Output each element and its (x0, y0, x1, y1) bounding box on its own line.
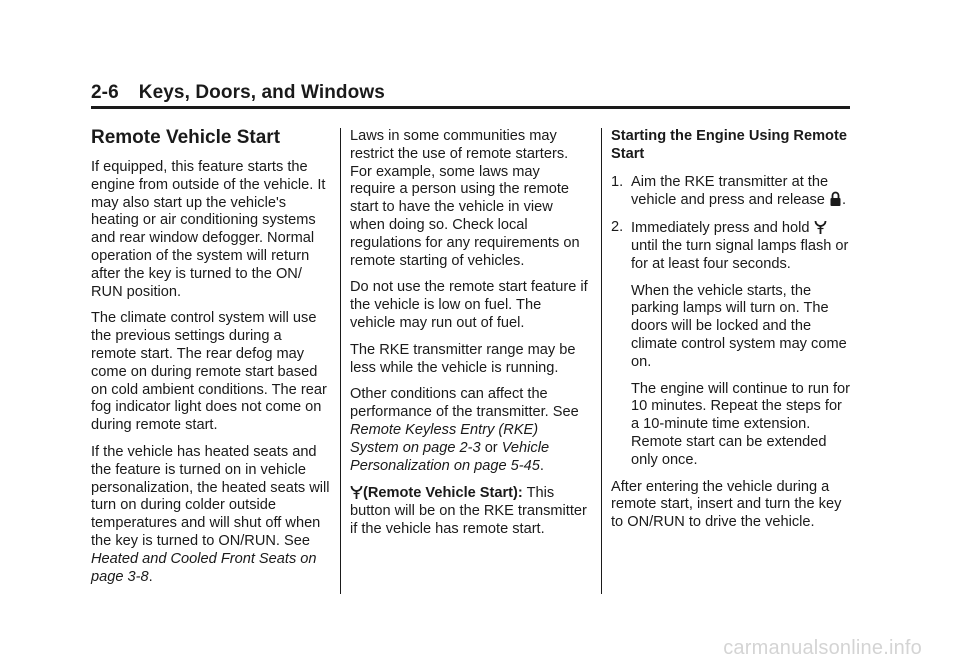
step-2: 2. Immediately press and hold until the turn signal lamps flash or for at least four seconds. (611, 219, 849, 272)
paragraph: When the vehicle starts, the parking lamps will turn on. The doors will be locked and the climate control system may come on. (631, 282, 847, 370)
paragraph: The climate control system will use the previous settings during a remote start. The rear defog may come on during remote start based on cold ambient conditions. The rear fog indicator light does not come on during remote start. (91, 310, 327, 434)
paragraph: After entering the vehicle during a remote start, insert and turn the key to ON/RUN to drive the vehicle. (611, 478, 842, 531)
chapter-title: Keys, Doors, and Windows (138, 82, 385, 103)
column-1 (91, 127, 331, 595)
paragraph: Other conditions can affect the performance of the transmitter. See Remote Keyless Entry (RKE) System on page 2-3 or Vehicle Personalization on page 5-45. (350, 386, 579, 474)
paragraph: If equipped, this feature starts the engine from outside of the vehicle. It may also start up the vehicle's heating or air conditioning systems and rear window defogger. Normal operation of the system will return after the key is turned to the ON/ RUN position. (91, 159, 326, 300)
paragraph: If the vehicle has heated seats and the feature is turned on in vehicle personalization, the heated seats will turn on during colder outside temperatures and will shut off when the key is turned to ON/RUN. See Heated and Cooled Front Seats on page 3-8. (91, 443, 330, 585)
watermark: carmanualsonline.info (723, 637, 922, 659)
page-number: 2-6 (91, 82, 119, 103)
remote-start-icon (814, 219, 827, 235)
page-header (91, 80, 850, 109)
column-divider (601, 128, 602, 594)
cross-reference-link[interactable]: Vehicle Personalization on page 5-45 (350, 439, 550, 474)
step-1: 1. Aim the RKE transmitter at the vehicle and press and release . (611, 173, 847, 209)
paragraph: (Remote Vehicle Start): This button will be on the RKE transmitter if the vehicle has remote start. (350, 485, 587, 537)
remote-start-icon (350, 484, 363, 500)
cross-reference-link[interactable]: Remote Keyless Entry (RKE) System on page 2-3 (350, 421, 539, 456)
subheading: Starting the Engine Using Remote Start (611, 128, 847, 162)
paragraph: The engine will continue to run for 10 minutes. Repeat the steps for a 10-minute time extension. Remote start can be extended only once. (631, 380, 851, 468)
lock-icon (829, 191, 842, 207)
section-title: Remote Vehicle Start (91, 127, 281, 148)
column-3 (611, 128, 851, 541)
column-divider (340, 128, 341, 594)
paragraph: The RKE transmitter range may be less while the vehicle is running. (350, 341, 576, 376)
paragraph: Do not use the remote start feature if the vehicle is low on fuel. The vehicle may run out of fuel. (350, 279, 588, 331)
column-2 (350, 128, 588, 548)
paragraph: Laws in some communities may restrict the use of remote starters. For example, some laws may require a person using the remote start to have the vehicle in view when doing so. Check local regulations for any requirements on remote starting of vehicles. (350, 128, 580, 269)
cross-reference-link[interactable]: Heated and Cooled Front Seats on page 3-8 (91, 550, 317, 585)
